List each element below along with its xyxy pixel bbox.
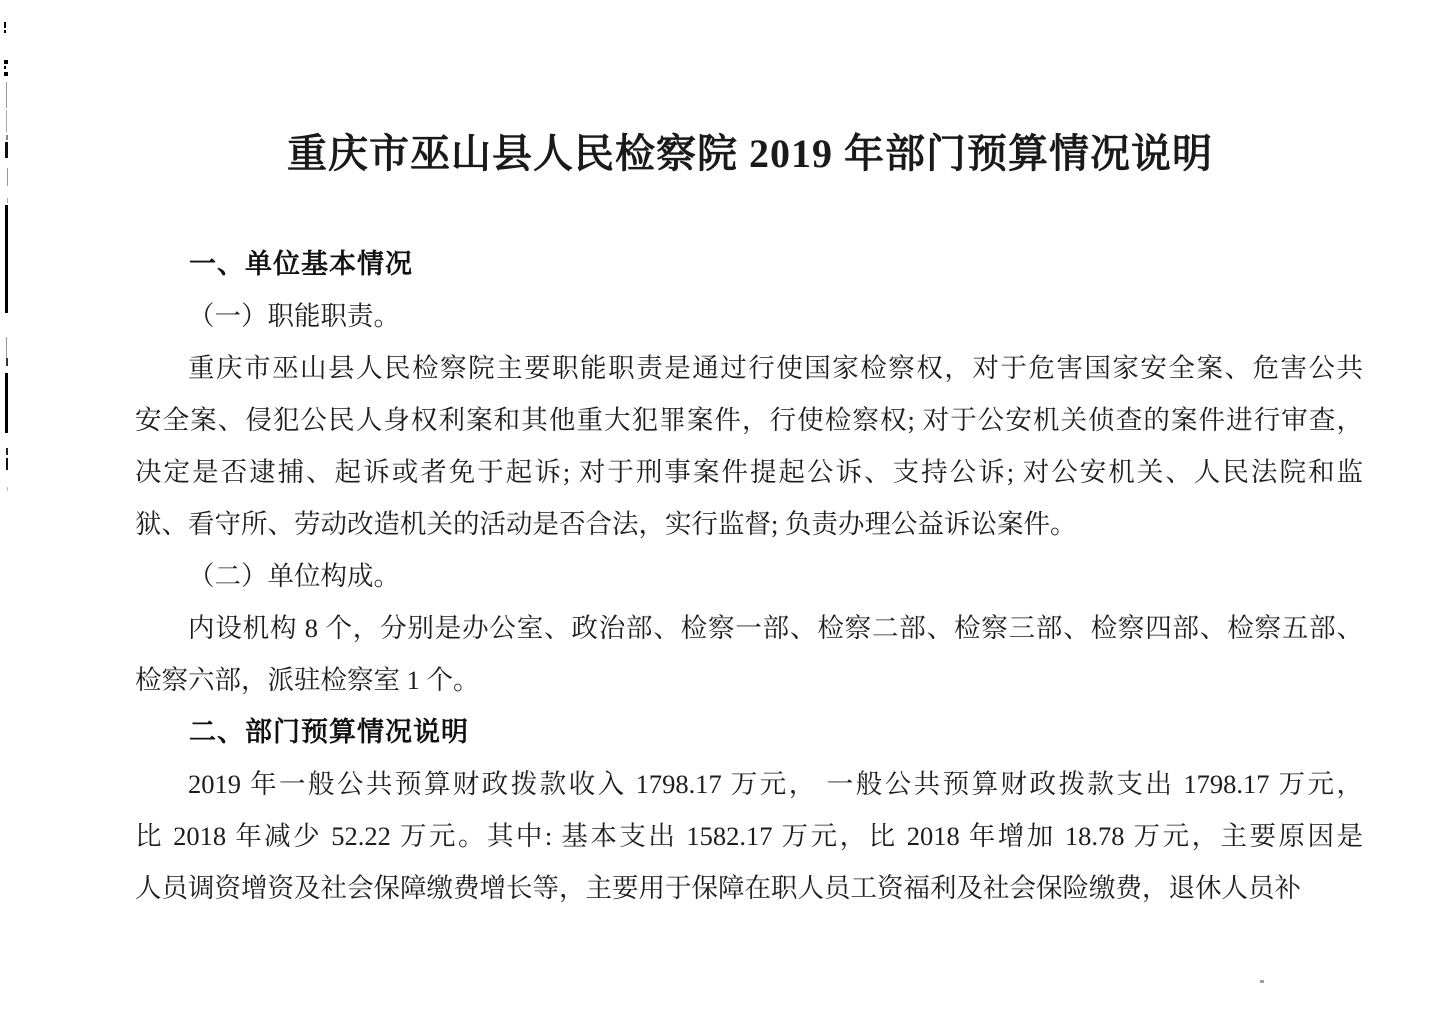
subsection-heading: （二）单位构成。 (188, 561, 400, 591)
paragraph-line: 内设机构 8 个，分别是办公室、政治部、检察一部、检察二部、检察三部、检察四部、检察五部、 (188, 613, 1363, 643)
paragraph-line: 重庆市巫山县人民检察院主要职能职责是通过行使国家检察权，对于危害国家安全案、危害公共 (188, 353, 1363, 383)
scan-artifact (5, 142, 8, 158)
scan-artifact (4, 30, 6, 33)
scan-artifact (5, 205, 8, 313)
scan-artifact (6, 135, 8, 140)
scan-artifact (4, 60, 8, 64)
document-title: 重庆市巫山县人民检察院 2019 年部门预算情况说明 (287, 131, 1213, 176)
subsection-heading: （一）职能职责。 (188, 301, 400, 331)
scan-artifact (6, 358, 8, 366)
paragraph-line: 检察六部，派驻检察室 1 个。 (135, 665, 480, 695)
scan-artifact (6, 448, 8, 455)
paragraph-line: 决定是否逮捕、起诉或者免于起诉; 对于刑事案件提起公诉、支持公诉; 对公安机关、人民法院和监 (135, 457, 1363, 487)
section-heading: 二、部门预算情况说明 (189, 717, 469, 747)
paragraph-line: 安全案、侵犯公民人身权利案和其他重大犯罪案件，行使检察权; 对于公安机关侦查的案件进行审查， (135, 405, 1363, 435)
scan-artifact (1260, 980, 1264, 983)
scan-artifact (6, 458, 8, 470)
scan-artifact (4, 22, 6, 28)
scan-artifact (4, 72, 8, 76)
scan-artifact (7, 168, 8, 186)
scan-artifact (6, 82, 7, 108)
scan-artifact (6, 110, 7, 132)
scan-artifact (7, 487, 8, 491)
scan-artifact (5, 373, 8, 433)
document-body (135, 238, 1363, 914)
paragraph-line: 2019 年一般公共预算财政拨款收入 1798.17 万元， 一般公共预算财政拨款支出 1798.17 万元， (188, 769, 1363, 799)
paragraph-line: 人员调资增资及社会保障缴费增长等，主要用于保障在职人员工资福利及社会保险缴费，退休人员补 (135, 873, 1301, 903)
paragraph-line: 狱、看守所、劳动改造机关的活动是否合法，实行监督; 负责办理公益诉讼案件。 (135, 509, 1077, 539)
scan-artifact (4, 66, 6, 69)
paragraph-line: 比 2018 年减少 52.22 万元。其中: 基本支出 1582.17 万元，比 2018 年增加 18.78 万元，主要原因是 (135, 821, 1363, 851)
scan-artifact (7, 198, 8, 203)
section-heading: 一、单位基本情况 (189, 249, 413, 279)
